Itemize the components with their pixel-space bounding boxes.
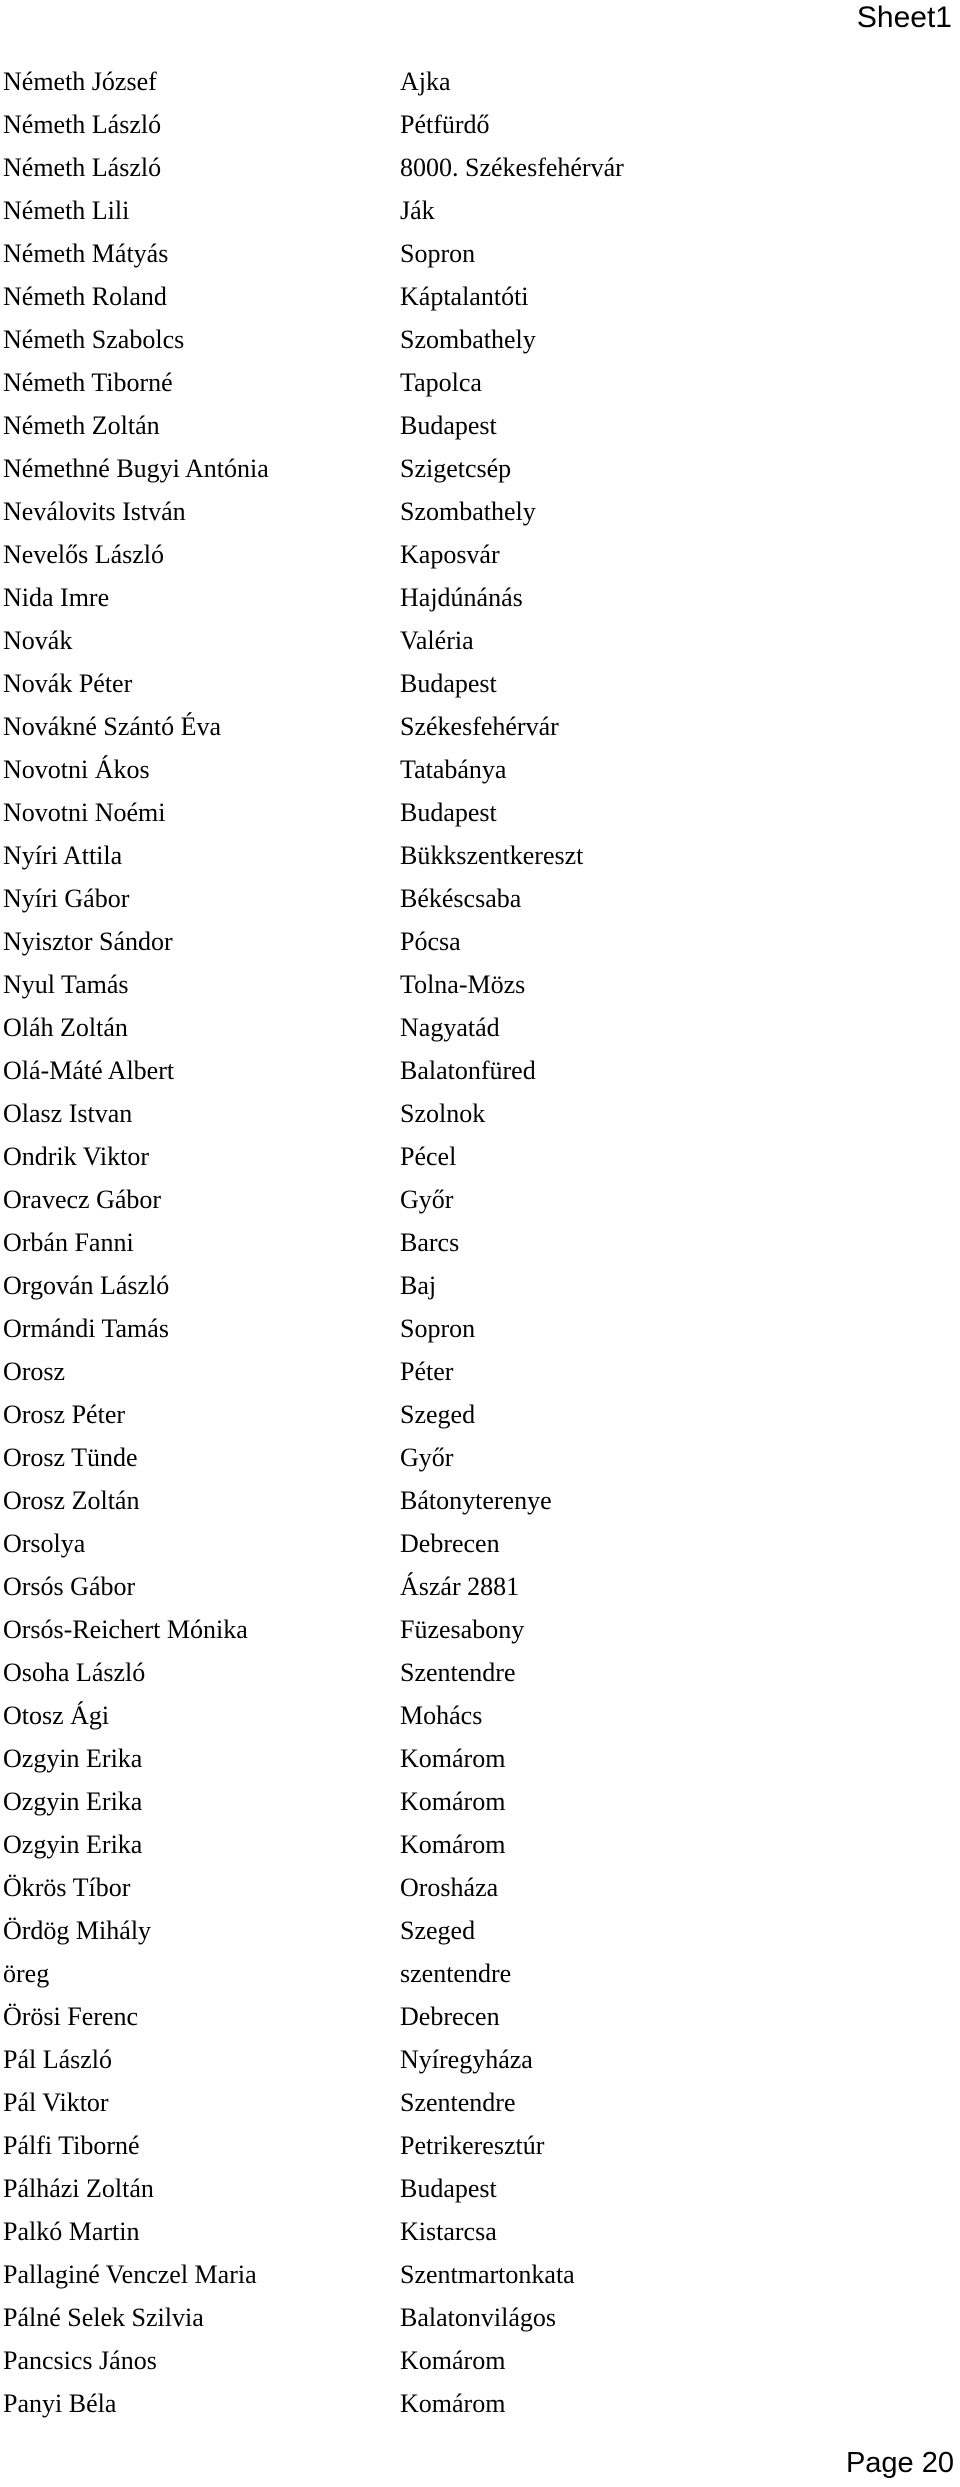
list-row (3, 1565, 943, 1608)
city-name: Pócsa (400, 927, 461, 956)
city-name: Szentendre (400, 1658, 516, 1687)
list-row (3, 146, 943, 189)
person-name: Novotni Noémi (3, 798, 166, 827)
list-row (3, 1264, 943, 1307)
list-row (3, 1479, 943, 1522)
city-name: Ászár 2881 (400, 1572, 520, 1601)
city-name: Székesfehérvár (400, 712, 559, 741)
list-row (3, 920, 943, 963)
city-name: Ajka (400, 67, 451, 96)
city-name: Balatonfüred (400, 1056, 536, 1085)
city-name: Tolna-Mözs (400, 970, 526, 999)
city-name: Mohács (400, 1701, 483, 1730)
list-row (3, 2253, 943, 2296)
list-row (3, 2124, 943, 2167)
city-name: Nagyatád (400, 1013, 500, 1042)
city-name: Budapest (400, 411, 497, 440)
city-name: Bátonyterenye (400, 1486, 552, 1515)
person-name: Panyi Béla (3, 2389, 117, 2418)
list-row (3, 1737, 943, 1780)
list-row (3, 1952, 943, 1995)
person-name: Németh Tiborné (3, 368, 173, 397)
list-row (3, 1178, 943, 1221)
city-name: Orosháza (400, 1873, 499, 1902)
person-name: Németh László (3, 153, 162, 182)
city-name: Budapest (400, 798, 497, 827)
person-name: Orosz Tünde (3, 1443, 138, 1472)
city-name: Barcs (400, 1228, 460, 1257)
person-name: Orgován László (3, 1271, 170, 1300)
city-name: Győr (400, 1185, 454, 1214)
city-name: Komárom (400, 1744, 506, 1773)
city-name: Szombathely (400, 497, 536, 526)
list-row (3, 1780, 943, 1823)
list-row (3, 1135, 943, 1178)
list-row (3, 1608, 943, 1651)
city-name: Komárom (400, 1830, 506, 1859)
list-row (3, 748, 943, 791)
list-row (3, 275, 943, 318)
list-row (3, 1522, 943, 1565)
person-name: Palkó Martin (3, 2217, 140, 2246)
city-name: Budapest (400, 669, 497, 698)
city-name: Nyíregyháza (400, 2045, 533, 2074)
person-name: öreg (3, 1959, 50, 1988)
city-name: Szentmartonkata (400, 2260, 575, 2289)
person-name: Pál László (3, 2045, 113, 2074)
person-name: Orsós Gábor (3, 1572, 136, 1601)
list-row (3, 576, 943, 619)
list-row (3, 232, 943, 275)
list-row (3, 361, 943, 404)
person-name: Orosz Zoltán (3, 1486, 140, 1515)
list-row (3, 662, 943, 705)
city-name: Tapolca (400, 368, 482, 397)
list-row (3, 2339, 943, 2382)
person-name: Olasz Istvan (3, 1099, 133, 1128)
city-name: Kistarcsa (400, 2217, 497, 2246)
list-row (3, 2167, 943, 2210)
person-name: Ördög Mihály (3, 1916, 152, 1945)
list-row (3, 834, 943, 877)
city-name: Szeged (400, 1916, 476, 1945)
city-name: Ják (400, 196, 435, 225)
person-name: Olá-Máté Albert (3, 1056, 175, 1085)
list-row (3, 60, 943, 103)
person-name: Németh Szabolcs (3, 325, 185, 354)
city-name: Káptalantóti (400, 282, 529, 311)
list-row (3, 1221, 943, 1264)
person-name: Oláh Zoltán (3, 1013, 128, 1042)
city-name: Szeged (400, 1400, 476, 1429)
list-row (3, 1049, 943, 1092)
city-name: Debrecen (400, 2002, 500, 2031)
city-name: Debrecen (400, 1529, 500, 1558)
city-name: Pécel (400, 1142, 457, 1171)
person-name: Oravecz Gábor (3, 1185, 162, 1214)
city-name: Petrikeresztúr (400, 2131, 545, 2160)
person-name: Ozgyin Erika (3, 1744, 143, 1773)
person-name: Pál Viktor (3, 2088, 109, 2117)
person-name: Orsolya (3, 1529, 86, 1558)
person-name: Pálfi Tiborné (3, 2131, 140, 2160)
city-name: Békéscsaba (400, 884, 522, 913)
page-number: Page 20 (845, 2447, 954, 2479)
person-name: Németh Roland (3, 282, 167, 311)
city-name: Baj (400, 1271, 437, 1300)
list-row (3, 447, 943, 490)
list-row (3, 1651, 943, 1694)
city-name: Tatabánya (400, 755, 507, 784)
person-name: Pálházi Zoltán (3, 2174, 154, 2203)
list-row (3, 2038, 943, 2081)
list-row (3, 404, 943, 447)
person-name: Nyíri Attila (3, 841, 123, 870)
list-row (3, 1436, 943, 1479)
list-row (3, 490, 943, 533)
list-row (3, 2382, 943, 2425)
person-name: Nevelős László (3, 540, 165, 569)
person-name: Nyul Tamás (3, 970, 129, 999)
name-city-list (3, 60, 943, 2425)
list-row (3, 318, 943, 361)
person-name: Orosz (3, 1357, 66, 1386)
list-row (3, 963, 943, 1006)
person-name: Németh Lili (3, 196, 130, 225)
list-row (3, 1092, 943, 1135)
city-name: Bükkszentkereszt (400, 841, 584, 870)
list-row (3, 1307, 943, 1350)
person-name: Orsós-Reichert Mónika (3, 1615, 248, 1644)
list-row (3, 1393, 943, 1436)
person-name: Pancsics János (3, 2346, 157, 2375)
city-name: Kaposvár (400, 540, 500, 569)
person-name: Novotni Ákos (3, 755, 150, 784)
city-name: Komárom (400, 2346, 506, 2375)
city-name: Szolnok (400, 1099, 486, 1128)
person-name: Nyisztor Sándor (3, 927, 173, 956)
person-name: Némethné Bugyi Antónia (3, 454, 269, 483)
sheet-title: Sheet1 (856, 1, 952, 34)
person-name: Ökrös Tíbor (3, 1873, 131, 1902)
list-row (3, 103, 943, 146)
list-row (3, 619, 943, 662)
city-name: Budapest (400, 2174, 497, 2203)
city-name: Sopron (400, 239, 476, 268)
person-name: Örösi Ferenc (3, 2002, 139, 2031)
city-name: Szentendre (400, 2088, 516, 2117)
list-row (3, 2296, 943, 2339)
person-name: Németh Zoltán (3, 411, 160, 440)
person-name: Novák (3, 626, 73, 655)
person-name: Ormándi Tamás (3, 1314, 169, 1343)
city-name: Szigetcsép (400, 454, 512, 483)
city-name: Komárom (400, 1787, 506, 1816)
list-row (3, 189, 943, 232)
list-row (3, 1995, 943, 2038)
person-name: Németh László (3, 110, 162, 139)
person-name: Otosz Ági (3, 1701, 110, 1730)
list-row (3, 877, 943, 920)
person-name: Osoha László (3, 1658, 146, 1687)
person-name: Neválovits István (3, 497, 186, 526)
city-name: Komárom (400, 2389, 506, 2418)
list-row (3, 1909, 943, 1952)
person-name: Novák Péter (3, 669, 133, 698)
city-name: Hajdúnánás (400, 583, 523, 612)
city-name: Valéria (400, 626, 474, 655)
list-row (3, 791, 943, 834)
list-row (3, 705, 943, 748)
city-name: Győr (400, 1443, 454, 1472)
city-name: Sopron (400, 1314, 476, 1343)
person-name: Pallaginé Venczel Maria (3, 2260, 257, 2289)
city-name: Péter (400, 1357, 454, 1386)
person-name: Ondrik Viktor (3, 1142, 150, 1171)
person-name: Nyíri Gábor (3, 884, 130, 913)
city-name: Szombathely (400, 325, 536, 354)
person-name: Ozgyin Erika (3, 1830, 143, 1859)
city-name: szentendre (400, 1959, 512, 1988)
person-name: Orbán Fanni (3, 1228, 134, 1257)
city-name: Füzesabony (400, 1615, 525, 1644)
list-row (3, 2081, 943, 2124)
list-row (3, 1866, 943, 1909)
city-name: Balatonvilágos (400, 2303, 556, 2332)
list-row (3, 1823, 943, 1866)
list-row (3, 1350, 943, 1393)
list-row (3, 1006, 943, 1049)
person-name: Pálné Selek Szilvia (3, 2303, 204, 2332)
person-name: Németh Mátyás (3, 239, 169, 268)
person-name: Nida Imre (3, 583, 110, 612)
person-name: Novákné Szántó Éva (3, 712, 222, 741)
city-name: Pétfürdő (400, 110, 490, 139)
person-name: Németh József (3, 67, 157, 96)
list-row (3, 533, 943, 576)
list-row (3, 2210, 943, 2253)
list-row (3, 1694, 943, 1737)
city-name: 8000. Székesfehérvár (400, 153, 624, 182)
person-name: Orosz Péter (3, 1400, 126, 1429)
person-name: Ozgyin Erika (3, 1787, 143, 1816)
